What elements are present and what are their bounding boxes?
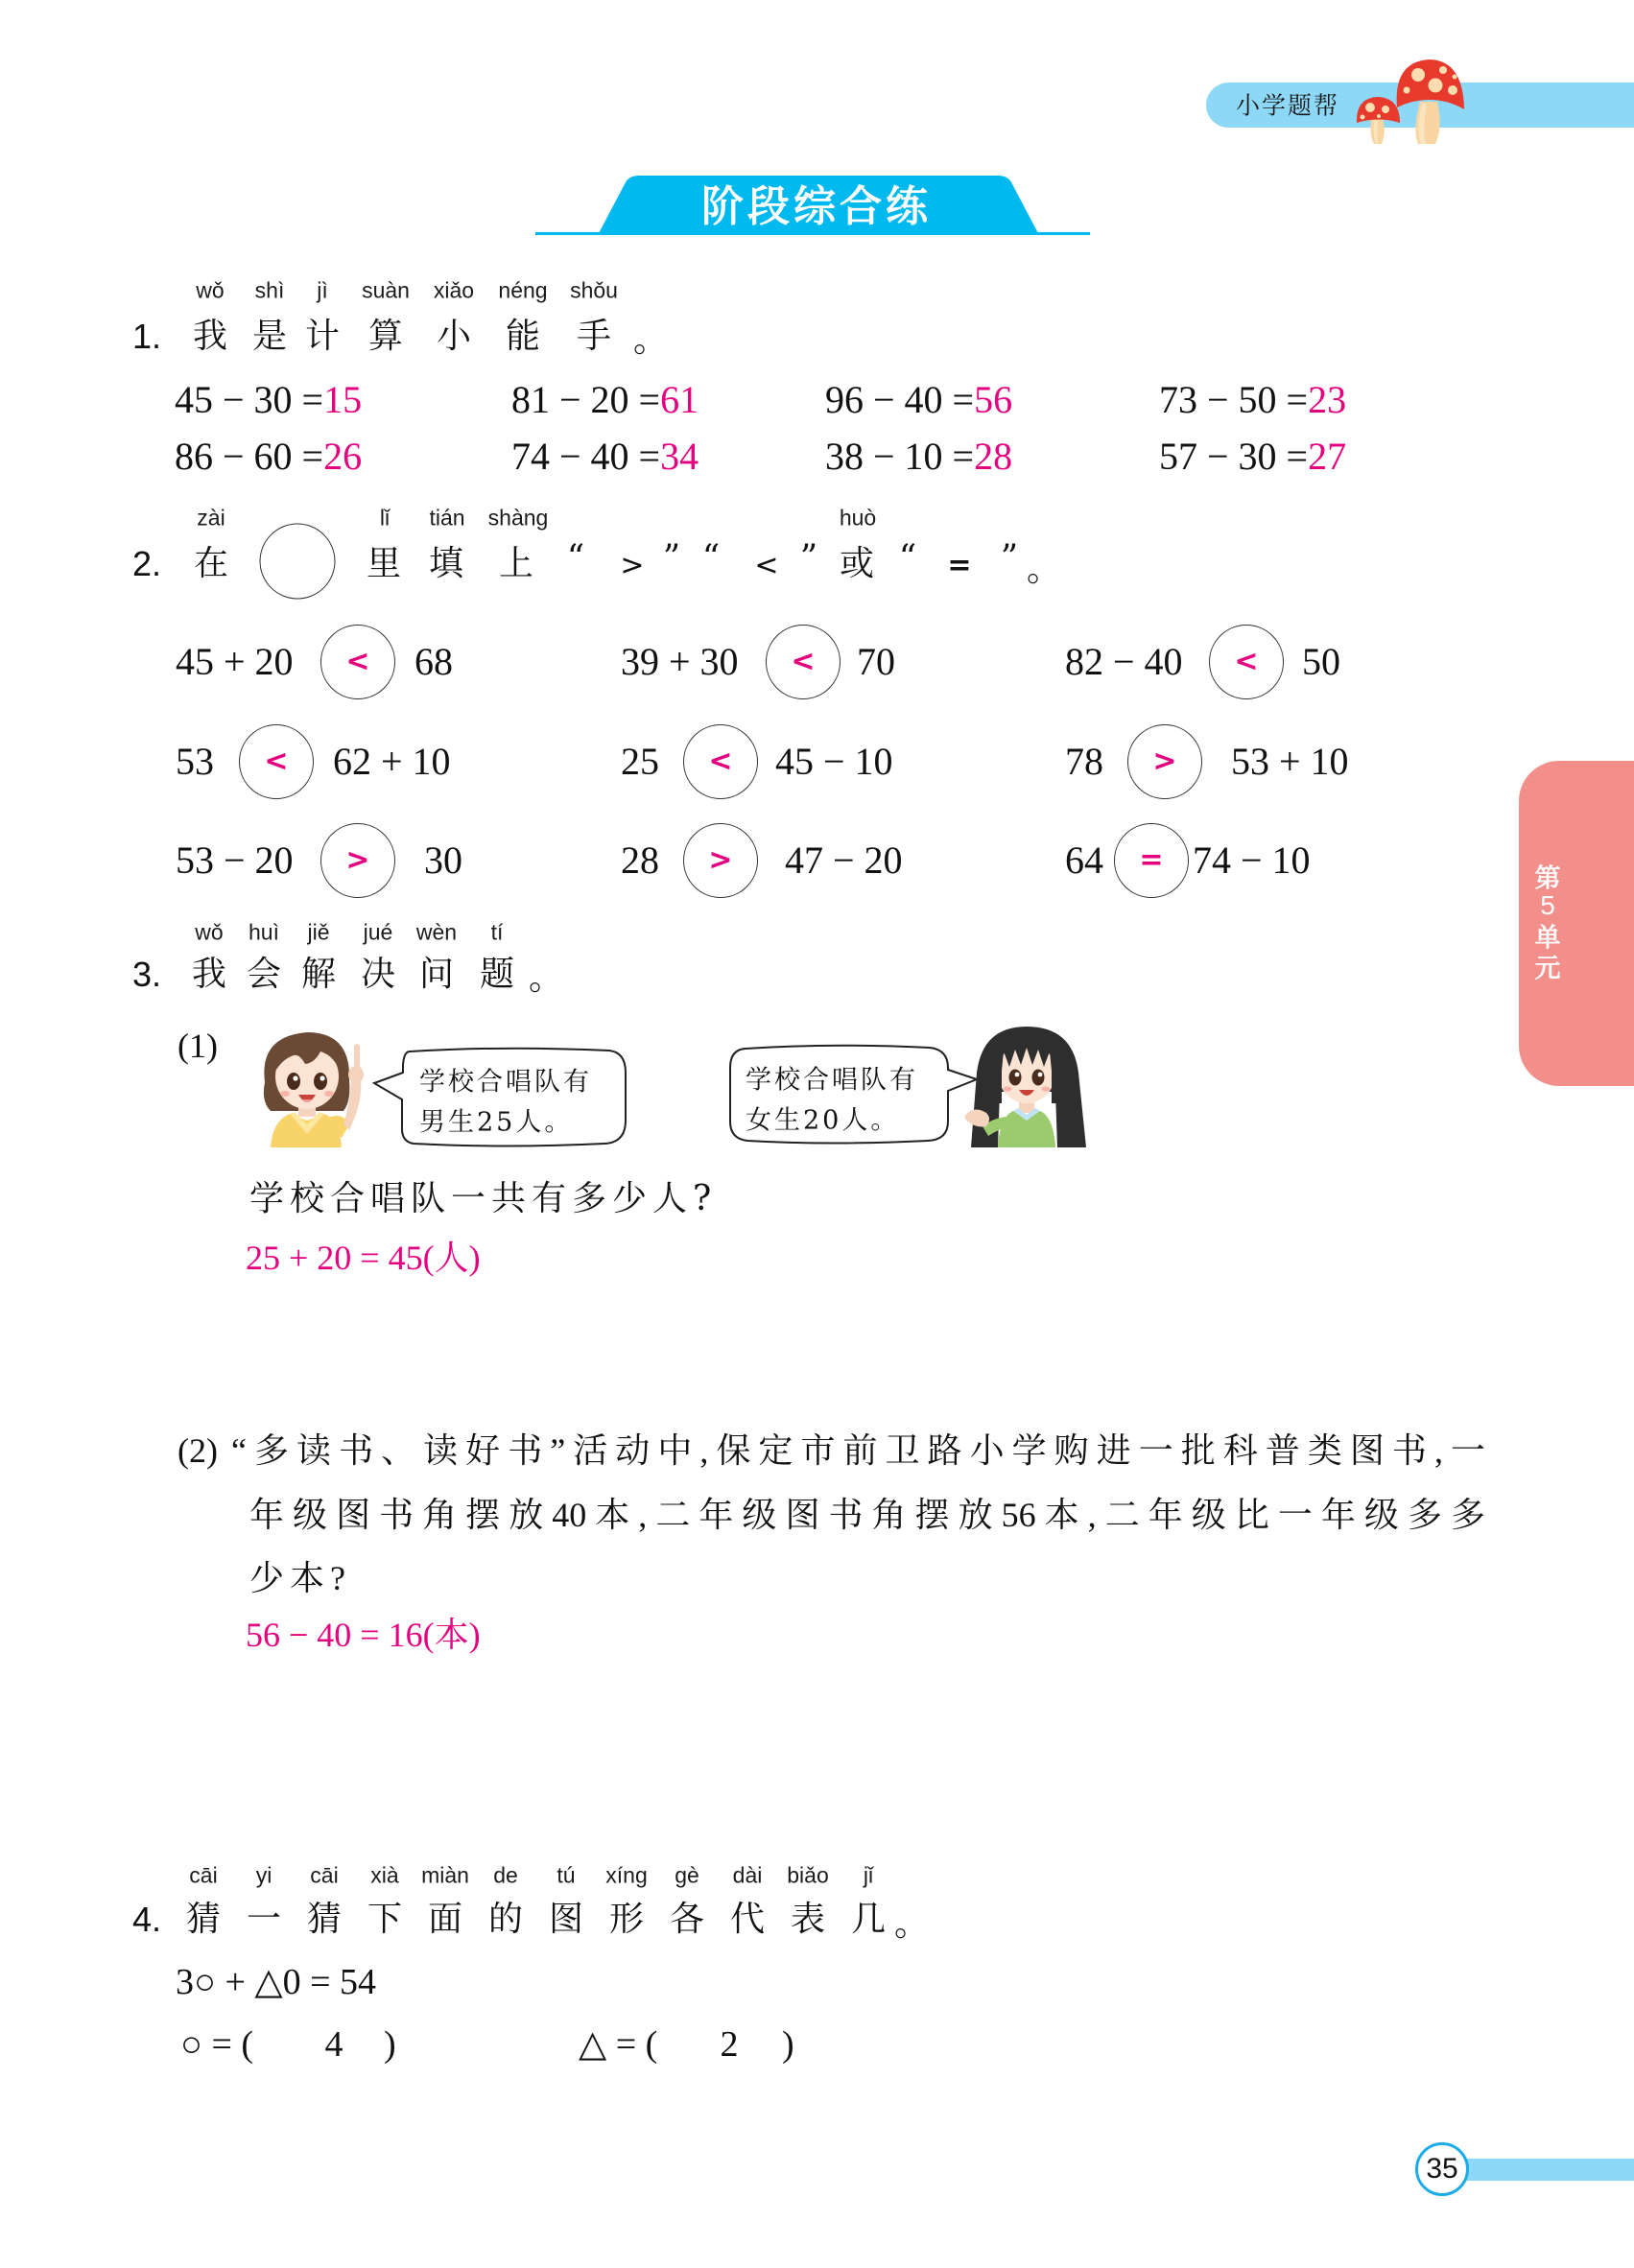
compare-left: 64 [1065,839,1103,882]
unit-tab-prefix: 第 [1534,863,1561,894]
answer-circle [766,625,841,699]
compare-left: 45 + 20 [176,640,294,683]
answer-circle [320,625,395,699]
hanzi: 图 [548,1900,584,1939]
hanzi: 小 [436,317,472,356]
sub-question-label: (1) [178,1027,218,1065]
pinyin: miàn [421,1862,469,1888]
brand-name: 小学题帮 [1236,91,1340,119]
compare-answer: < [1234,645,1259,678]
speech-bubble-text: 学校合唱队有 [746,1065,918,1096]
pinyin: de [493,1862,518,1888]
unit-tab-number: 5 [1540,890,1555,920]
equation [825,378,1013,421]
pinyin: suàn [362,277,410,303]
period: 。 [528,958,564,998]
hanzi: 能 [505,317,541,356]
open-quote: “ [701,538,721,578]
speech-bubble-text: 男生25人。 [419,1107,574,1138]
page-number-badge [1415,2142,1469,2196]
compare-right: 47 − 20 [785,839,903,882]
pinyin: dài [732,1862,763,1888]
period: 。 [632,320,669,360]
compare-answer: < [708,744,733,778]
hanzi: 我 [192,317,228,356]
compare-right: 53 + 10 [1231,740,1349,783]
pinyin: jì [317,277,328,303]
hanzi: 算 [367,317,404,356]
pinyin: yi [255,1862,272,1888]
equation [175,378,363,421]
compare-left: 28 [621,839,659,882]
question-number: 2. [132,544,162,583]
unit-tab-suffix-1: 单 [1534,923,1561,954]
hanzi: 各 [669,1900,705,1939]
question-number: 1. [132,317,162,356]
open-quote: “ [566,538,585,578]
circle-shape-answer-lead: ○ = ( [180,2024,254,2065]
unit-tab-suffix-2: 元 [1534,954,1561,984]
equation [511,437,699,476]
compare-right: 30 [424,839,462,882]
open-quote: “ [898,538,917,578]
equation-answer: 15 [323,378,363,421]
equation-answer: 34 [660,435,699,478]
shape-equation: 3○ + △0 = 54 [176,1962,377,2002]
answer-circle [1127,724,1202,799]
equation-answer: 61 [660,378,699,421]
compare-answer: > [345,843,370,877]
compare-answer: < [345,645,370,678]
compare-left: 25 [621,740,659,783]
hanzi: 填 [428,544,464,583]
compare-answer: > [708,843,733,877]
close-quote: ” [1000,538,1019,578]
sub-question-label: (2) [178,1431,218,1470]
equation-answer: 26 [323,435,363,478]
compare-right: 62 + 10 [333,740,451,783]
pinyin: xiǎo [433,277,475,303]
answer-circle [239,724,314,799]
equation [175,437,362,476]
pinyin: tú [557,1862,576,1888]
equation-answer: 28 [974,435,1013,478]
pinyin: shì [254,277,285,303]
hanzi: 在 [193,544,229,583]
pinyin: tí [490,919,504,945]
compare-left: 53 − 20 [176,839,294,882]
sub-question-answer: 25 + 20 = 45(人) [246,1239,481,1277]
pinyin: wèn [415,919,458,945]
greater-than-sign: > [620,549,645,582]
triangle-shape-answer-lead: △ = ( [579,2024,658,2065]
hanzi: 会 [246,955,282,994]
hanzi: 或 [839,544,875,583]
compare-left: 39 + 30 [621,640,739,683]
hanzi: 解 [300,955,337,994]
equation-answer: 23 [1308,378,1347,421]
equals-sign: = [947,549,972,582]
sub-question-answer: 56 − 40 = 16(本) [246,1616,481,1654]
equation [1159,378,1347,421]
hanzi: 题 [479,955,515,994]
pinyin: jué [363,919,393,945]
sub-question-text: 学校合唱队一共有多少人? [249,1179,718,1218]
hanzi: 是 [251,317,288,356]
sub-question-text-line: 年级图书角摆放40本,二年级图书角摆放56本,二年级比一年级多多 [249,1496,1485,1534]
compare-right: 70 [857,640,895,683]
hanzi: 一 [246,1900,282,1939]
compare-right: 50 [1302,640,1340,683]
answer-circle [1209,625,1284,699]
equation [1159,437,1346,476]
hanzi: 猜 [185,1900,222,1939]
equation-expression: 57 − 30 = [1159,435,1309,478]
circle-shape-answer: 4 [324,2024,343,2065]
compare-right: 45 − 10 [775,740,893,783]
page-number: 35 [1426,2153,1458,2185]
hanzi: 代 [729,1900,766,1939]
less-than-sign: < [754,549,779,582]
hanzi: 计 [304,317,341,356]
equation-expression: 38 − 10 = [825,435,975,478]
equation-expression: 45 − 30 = [175,378,324,421]
compare-left: 78 [1065,740,1103,783]
hanzi: 的 [487,1900,524,1939]
equation [511,378,699,421]
equation [825,437,1012,476]
hanzi: 表 [790,1900,826,1939]
hanzi: 手 [576,317,612,356]
hanzi: 几 [850,1900,887,1939]
compare-left: 82 − 40 [1065,640,1183,683]
pinyin: xíng [605,1862,648,1888]
pinyin: lǐ [379,505,391,531]
equation-expression: 73 − 50 = [1159,378,1309,421]
pinyin: néng [498,277,548,303]
hanzi: 面 [427,1900,463,1939]
close-quote: ” [662,538,681,578]
triangle-shape-answer: 2 [720,2024,739,2065]
hanzi: 里 [366,544,402,583]
compare-answer: < [264,744,289,778]
hanzi: 决 [360,955,396,994]
equation-answer: 27 [1308,435,1347,478]
girl-gesturing-illustration [963,1023,1094,1147]
pinyin: huì [249,919,279,945]
answer-circle [683,724,758,799]
mushroom-icon [1351,56,1468,146]
close-quote: ” [799,538,818,578]
pinyin: tián [429,505,465,531]
period: 。 [1026,550,1062,589]
equation-answer: 56 [974,378,1013,421]
compare-answer: = [1139,843,1164,877]
pinyin: biǎo [787,1862,829,1888]
compare-answer: > [1152,744,1177,778]
pinyin: gè [675,1862,699,1888]
sub-question-text-line: “多读书、读好书”活动中,保定市前卫路小学购进一批科普类图书,一 [231,1431,1485,1470]
equation-expression: 74 − 40 = [511,435,661,478]
title-underline [535,232,1090,235]
pinyin: xià [370,1862,399,1888]
question-number: 3. [132,955,162,994]
pinyin: shǒu [570,277,618,303]
compare-right: 68 [414,640,453,683]
pinyin: cāi [189,1862,218,1888]
period: 。 [893,1904,930,1944]
hanzi: 问 [418,955,455,994]
blank-circle-icon [260,524,336,600]
speech-bubble-text: 女生20人。 [746,1105,900,1136]
hanzi: 猜 [306,1900,343,1939]
answer-circle [320,823,395,898]
sub-question-text-line: 少本? [249,1559,351,1597]
circle-shape-answer-close: ) [384,2024,396,2065]
page-number-bar [1466,2159,1634,2181]
hanzi: 上 [498,544,534,583]
compare-left: 53 [176,740,214,783]
triangle-shape-answer-close: ) [782,2024,794,2065]
answer-circle [1114,823,1189,898]
page-title: 阶段综合练 [701,182,932,231]
question-number: 4. [132,1900,162,1939]
compare-answer: < [791,645,816,678]
hanzi: 形 [608,1900,645,1939]
pinyin: cāi [310,1862,339,1888]
pinyin: jiě [307,919,330,945]
pinyin: wǒ [196,277,225,303]
pinyin: huò [839,505,877,531]
pinyin: zài [197,505,225,531]
pinyin: jǐ [863,1862,874,1888]
hanzi: 我 [191,955,227,994]
hanzi: 下 [367,1900,403,1939]
equation-expression: 86 − 60 = [175,435,324,478]
pinyin: shàng [487,505,549,531]
equation-expression: 81 − 20 = [511,378,661,421]
girl-pointing-illustration [251,1023,376,1147]
compare-right: 74 − 10 [1193,839,1311,882]
answer-circle [683,823,758,898]
speech-bubble-text: 学校合唱队有 [419,1067,592,1098]
equation-expression: 96 − 40 = [825,378,975,421]
pinyin: wǒ [195,919,224,945]
